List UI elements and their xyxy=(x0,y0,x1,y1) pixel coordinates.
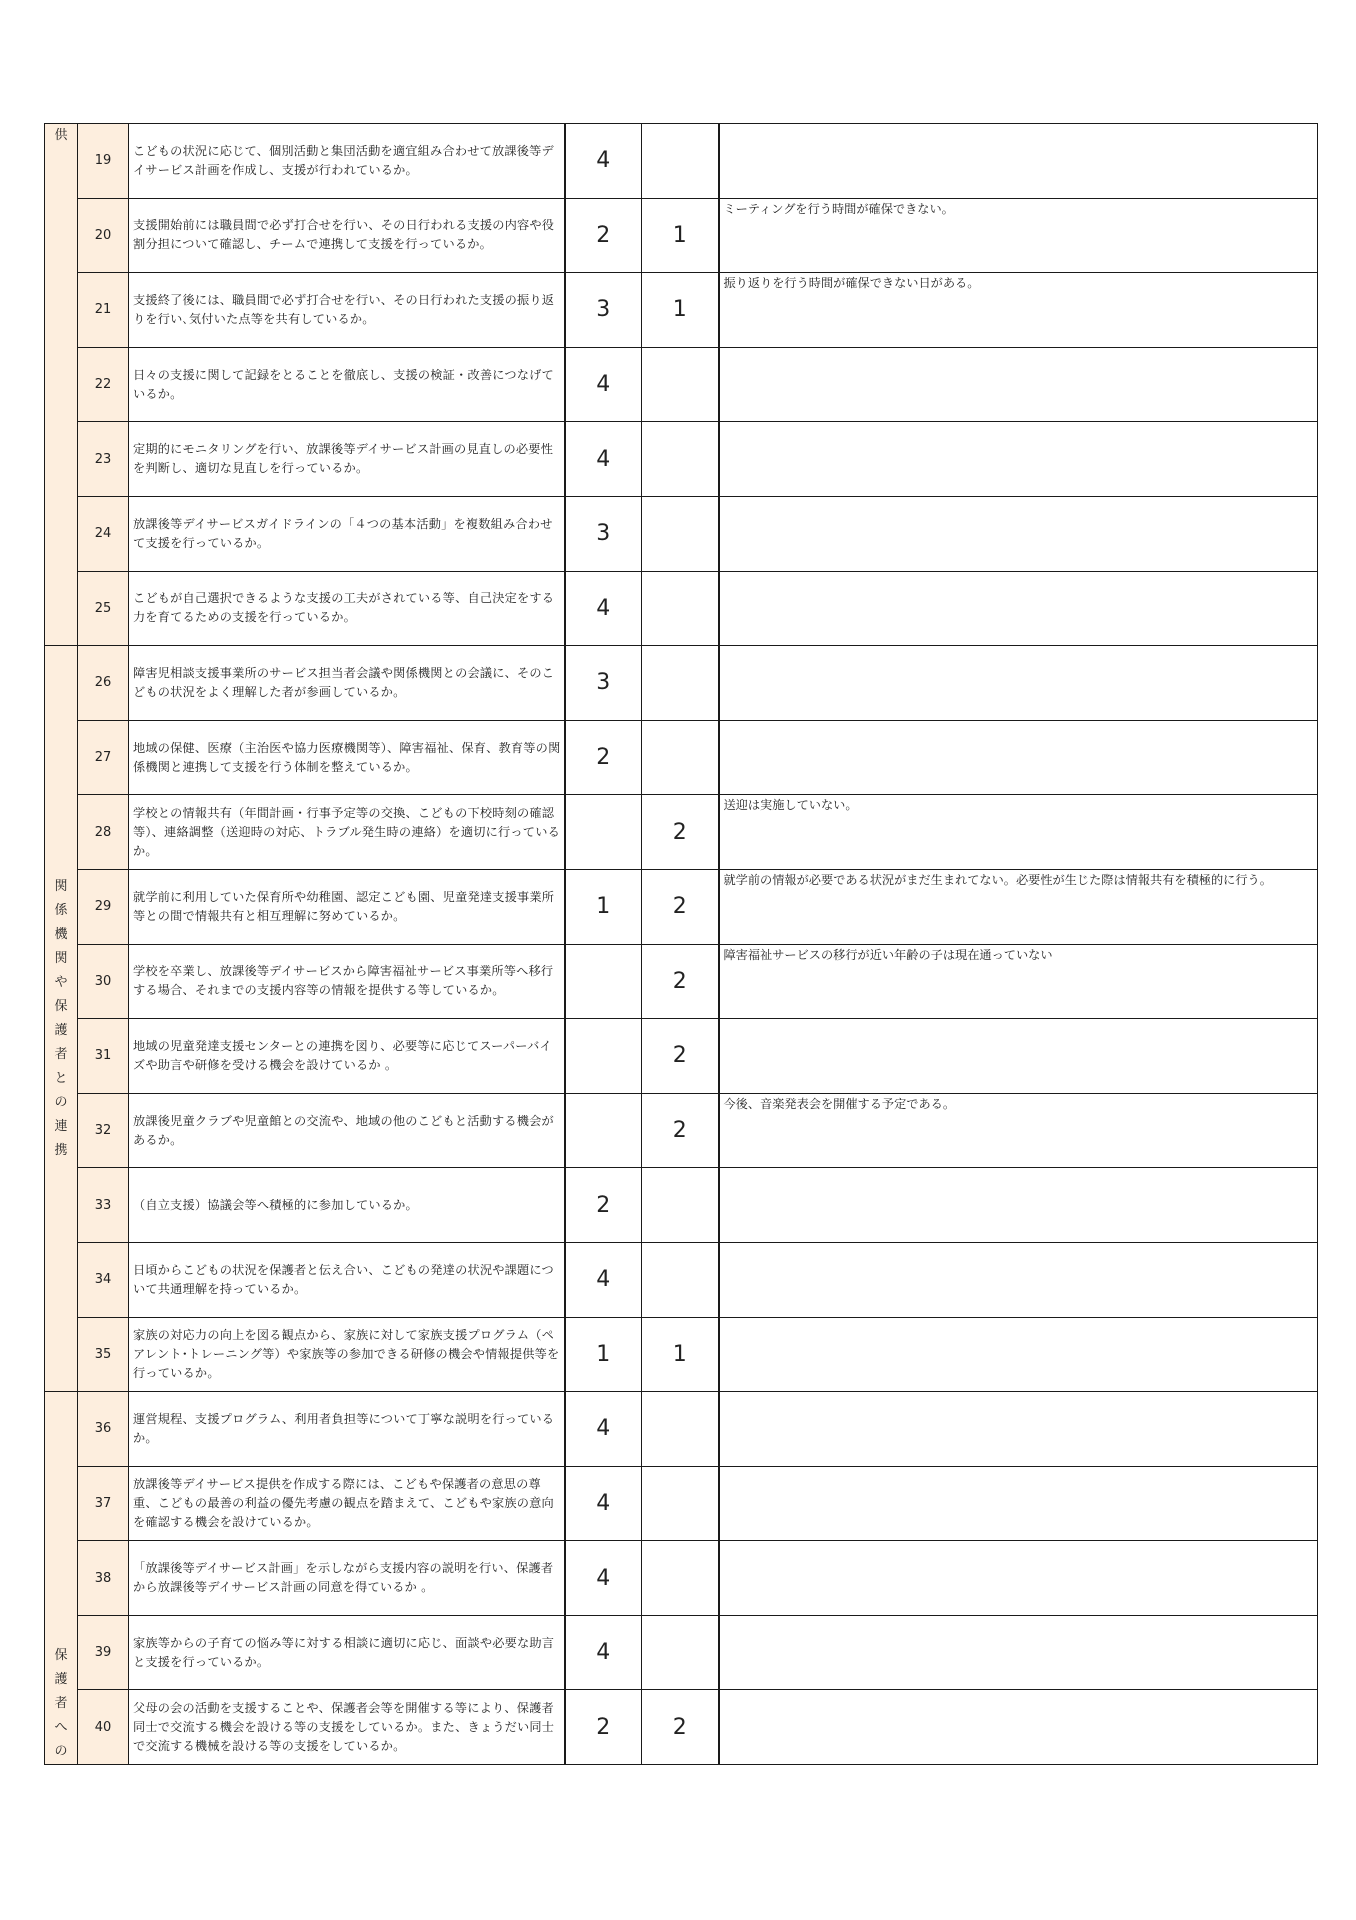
question-text: 放課後等デイサービス提供を作成する際には、こどもや保護者の意思の尊重、こどもの最善の利益の優先考慮の観点を踏まえて、こどもや家族の意向を確認する機会を設けているか。 xyxy=(129,1466,565,1541)
rating-value-1: 2 xyxy=(565,1690,642,1765)
row-number: 27 xyxy=(78,720,129,795)
row-number: 24 xyxy=(78,496,129,571)
rating-value-2: 1 xyxy=(642,273,719,348)
rating-value-2 xyxy=(642,646,719,721)
rating-value-1: 4 xyxy=(565,1466,642,1541)
comment-text xyxy=(719,571,1318,646)
table-row xyxy=(45,720,1318,795)
comment-text xyxy=(719,422,1318,497)
rating-value-2 xyxy=(642,720,719,795)
question-text: 放課後児童クラブや児童館との交流や、地域の他のこどもと活動する機会があるか。 xyxy=(129,1093,565,1168)
comment-text xyxy=(719,1392,1318,1467)
question-text: 定期的にモニタリングを行い、放課後等デイサービス計画の見直しの必要性を判断し、適切な見直しを行っているか。 xyxy=(129,422,565,497)
evaluation-table-body xyxy=(45,124,1318,1765)
question-text: 学校を卒業し、放課後等デイサービスから障害福祉サービス事業所等へ移行する場合、それまでの支援内容等の情報を提供する等しているか。 xyxy=(129,944,565,1019)
rating-value-1 xyxy=(565,944,642,1019)
rating-value-1: 4 xyxy=(565,1242,642,1317)
table-row xyxy=(45,1541,1318,1616)
rating-value-1: 2 xyxy=(565,720,642,795)
rating-value-2: 2 xyxy=(642,1019,719,1094)
row-number: 36 xyxy=(78,1392,129,1467)
rating-value-2 xyxy=(642,1242,719,1317)
rating-value-2: 2 xyxy=(642,1093,719,1168)
comment-text xyxy=(719,646,1318,721)
row-number: 30 xyxy=(78,944,129,1019)
row-number: 22 xyxy=(78,347,129,422)
comment-text: 障害福祉サービスの移行が近い年齢の子は現在通っていない xyxy=(719,944,1318,1019)
rating-value-1: 3 xyxy=(565,646,642,721)
row-number: 31 xyxy=(78,1019,129,1094)
rating-value-2: 2 xyxy=(642,944,719,1019)
section-label-text: 供 xyxy=(54,128,68,143)
question-text: 支援開始前には職員間で必ず打合せを行い、その日行われる支援の内容や役割分担について確認し、チームで連携して支援を行っているか。 xyxy=(129,198,565,273)
rating-value-2 xyxy=(642,1168,719,1243)
question-text: 地域の保健、医療（主治医や協力医療機関等）、障害福祉、保育、教育等の関係機関と連携して支援を行う体制を整えているか。 xyxy=(129,720,565,795)
row-number: 34 xyxy=(78,1242,129,1317)
rating-value-1: 4 xyxy=(565,1541,642,1616)
table-row xyxy=(45,496,1318,571)
question-text: （自立支援）協議会等へ積極的に参加しているか。 xyxy=(129,1168,565,1243)
evaluation-table xyxy=(44,123,1318,1765)
question-text: 地域の児童発達支援センターとの連携を図り、必要等に応じてスーパーバイズや助言や研修を受ける機会を設けているか 。 xyxy=(129,1019,565,1094)
section-label xyxy=(45,646,78,1392)
table-row xyxy=(45,198,1318,273)
comment-text: 振り返りを行う時間が確保できない日がある。 xyxy=(719,273,1318,348)
comment-text xyxy=(719,347,1318,422)
rating-value-1 xyxy=(565,1093,642,1168)
table-row xyxy=(45,1093,1318,1168)
rating-value-1: 4 xyxy=(565,1615,642,1690)
rating-value-2 xyxy=(642,1541,719,1616)
row-number: 39 xyxy=(78,1615,129,1690)
question-text: こどもの状況に応じて、個別活動と集団活動を適宜組み合わせて放課後等デイサービス計画を作成し、支援が行われているか。 xyxy=(129,124,565,199)
section-label-text: 関係機関や保護者との連携 xyxy=(54,878,68,1158)
table-row xyxy=(45,1392,1318,1467)
question-text: 就学前に利用していた保育所や幼稚園、認定こども園、児童発達支援事業所等との間で情報共有と相互理解に努めているか。 xyxy=(129,869,565,944)
rating-value-2: 1 xyxy=(642,1317,719,1392)
comment-text xyxy=(719,720,1318,795)
rating-value-2 xyxy=(642,124,719,199)
rating-value-1 xyxy=(565,795,642,870)
row-number: 21 xyxy=(78,273,129,348)
row-number: 23 xyxy=(78,422,129,497)
table-row xyxy=(45,795,1318,870)
comment-text: ミーティングを行う時間が確保できない。 xyxy=(719,198,1318,273)
table-row xyxy=(45,347,1318,422)
rating-value-1: 2 xyxy=(565,198,642,273)
rating-value-2: 2 xyxy=(642,869,719,944)
question-text: 家族等からの子育ての悩み等に対する相談に適切に応じ、面談や必要な助言と支援を行っているか。 xyxy=(129,1615,565,1690)
rating-value-2 xyxy=(642,347,719,422)
rating-value-1 xyxy=(565,1019,642,1094)
table-row xyxy=(45,1317,1318,1392)
rating-value-1: 4 xyxy=(565,347,642,422)
rating-value-1: 3 xyxy=(565,496,642,571)
table-row xyxy=(45,1466,1318,1541)
rating-value-2 xyxy=(642,1466,719,1541)
comment-text: 今後、音楽発表会を開催する予定である。 xyxy=(719,1093,1318,1168)
question-text: 放課後等デイサービスガイドラインの「４つの基本活動」を複数組み合わせて支援を行っているか。 xyxy=(129,496,565,571)
row-number: 32 xyxy=(78,1093,129,1168)
comment-text xyxy=(719,496,1318,571)
rating-value-2 xyxy=(642,1615,719,1690)
rating-value-2 xyxy=(642,1392,719,1467)
question-text: 「放課後等デイサービス計画」を示しながら支援内容の説明を行い、保護者から放課後等デイサービス計画の同意を得ているか 。 xyxy=(129,1541,565,1616)
row-number: 29 xyxy=(78,869,129,944)
rating-value-2: 1 xyxy=(642,198,719,273)
rating-value-1: 2 xyxy=(565,1168,642,1243)
row-number: 33 xyxy=(78,1168,129,1243)
table-row xyxy=(45,273,1318,348)
question-text: 父母の会の活動を支援することや、保護者会等を開催する等により、保護者同士で交流する機会を設ける等の支援をしているか。また、きょうだい同士で交流する機械を設ける等の支援をしているか。 xyxy=(129,1690,565,1765)
table-row xyxy=(45,571,1318,646)
question-text: 家族の対応力の向上を図る観点から、家族に対して家族支援プログラム（ペアレント･トレーニング等）や家族等の参加できる研修の機会や情報提供等を行っているか。 xyxy=(129,1317,565,1392)
row-number: 19 xyxy=(78,124,129,199)
comment-text xyxy=(719,1690,1318,1765)
rating-value-1: 3 xyxy=(565,273,642,348)
comment-text: 送迎は実施していない。 xyxy=(719,795,1318,870)
row-number: 26 xyxy=(78,646,129,721)
row-number: 40 xyxy=(78,1690,129,1765)
section-label xyxy=(45,1392,78,1765)
table-row xyxy=(45,869,1318,944)
comment-text xyxy=(719,1615,1318,1690)
comment-text xyxy=(719,1317,1318,1392)
rating-value-1: 4 xyxy=(565,124,642,199)
table-row xyxy=(45,124,1318,199)
question-text: 学校との情報共有（年間計画・行事予定等の交換、こどもの下校時刻の確認等）、連絡調整（送迎時の対応、トラブル発生時の連絡）を適切に行っているか。 xyxy=(129,795,565,870)
question-text: 障害児相談支援事業所のサービス担当者会議や関係機関との会議に、そのこどもの状況をよく理解した者が参画しているか。 xyxy=(129,646,565,721)
question-text: 運営規程、支援プログラム、利用者負担等について丁寧な説明を行っているか。 xyxy=(129,1392,565,1467)
comment-text xyxy=(719,124,1318,199)
rating-value-1: 4 xyxy=(565,422,642,497)
question-text: こどもが自己選択できるような支援の工夫がされている等、自己決定をする力を育てるための支援を行っているか。 xyxy=(129,571,565,646)
rating-value-2 xyxy=(642,496,719,571)
comment-text xyxy=(719,1242,1318,1317)
table-row xyxy=(45,1690,1318,1765)
row-number: 37 xyxy=(78,1466,129,1541)
table-row xyxy=(45,422,1318,497)
row-number: 20 xyxy=(78,198,129,273)
question-text: 日頃からこどもの状況を保護者と伝え合い、こどもの発達の状況や課題について共通理解を持っているか。 xyxy=(129,1242,565,1317)
question-text: 支援終了後には、職員間で必ず打合せを行い、その日行われた支援の振り返りを行い､気付いた点等を共有しているか。 xyxy=(129,273,565,348)
rating-value-2 xyxy=(642,571,719,646)
comment-text xyxy=(719,1466,1318,1541)
rating-value-1: 4 xyxy=(565,571,642,646)
row-number: 28 xyxy=(78,795,129,870)
section-label-text: 保護者への xyxy=(54,1648,68,1760)
table-row xyxy=(45,1019,1318,1094)
table-row xyxy=(45,1242,1318,1317)
section-label xyxy=(45,124,78,646)
comment-text: 就学前の情報が必要である状況がまだ生まれてない。必要性が生じた際は情報共有を積極的に行う。 xyxy=(719,869,1318,944)
row-number: 35 xyxy=(78,1317,129,1392)
comment-text xyxy=(719,1168,1318,1243)
rating-value-1: 1 xyxy=(565,869,642,944)
rating-value-2: 2 xyxy=(642,795,719,870)
comment-text xyxy=(719,1019,1318,1094)
table-row xyxy=(45,646,1318,721)
table-row xyxy=(45,944,1318,1019)
table-row xyxy=(45,1615,1318,1690)
comment-text xyxy=(719,1541,1318,1616)
row-number: 25 xyxy=(78,571,129,646)
rating-value-1: 1 xyxy=(565,1317,642,1392)
rating-value-2 xyxy=(642,422,719,497)
row-number: 38 xyxy=(78,1541,129,1616)
rating-value-2: 2 xyxy=(642,1690,719,1765)
table-row xyxy=(45,1168,1318,1243)
rating-value-1: 4 xyxy=(565,1392,642,1467)
question-text: 日々の支援に関して記録をとることを徹底し、支援の検証・改善につなげているか。 xyxy=(129,347,565,422)
